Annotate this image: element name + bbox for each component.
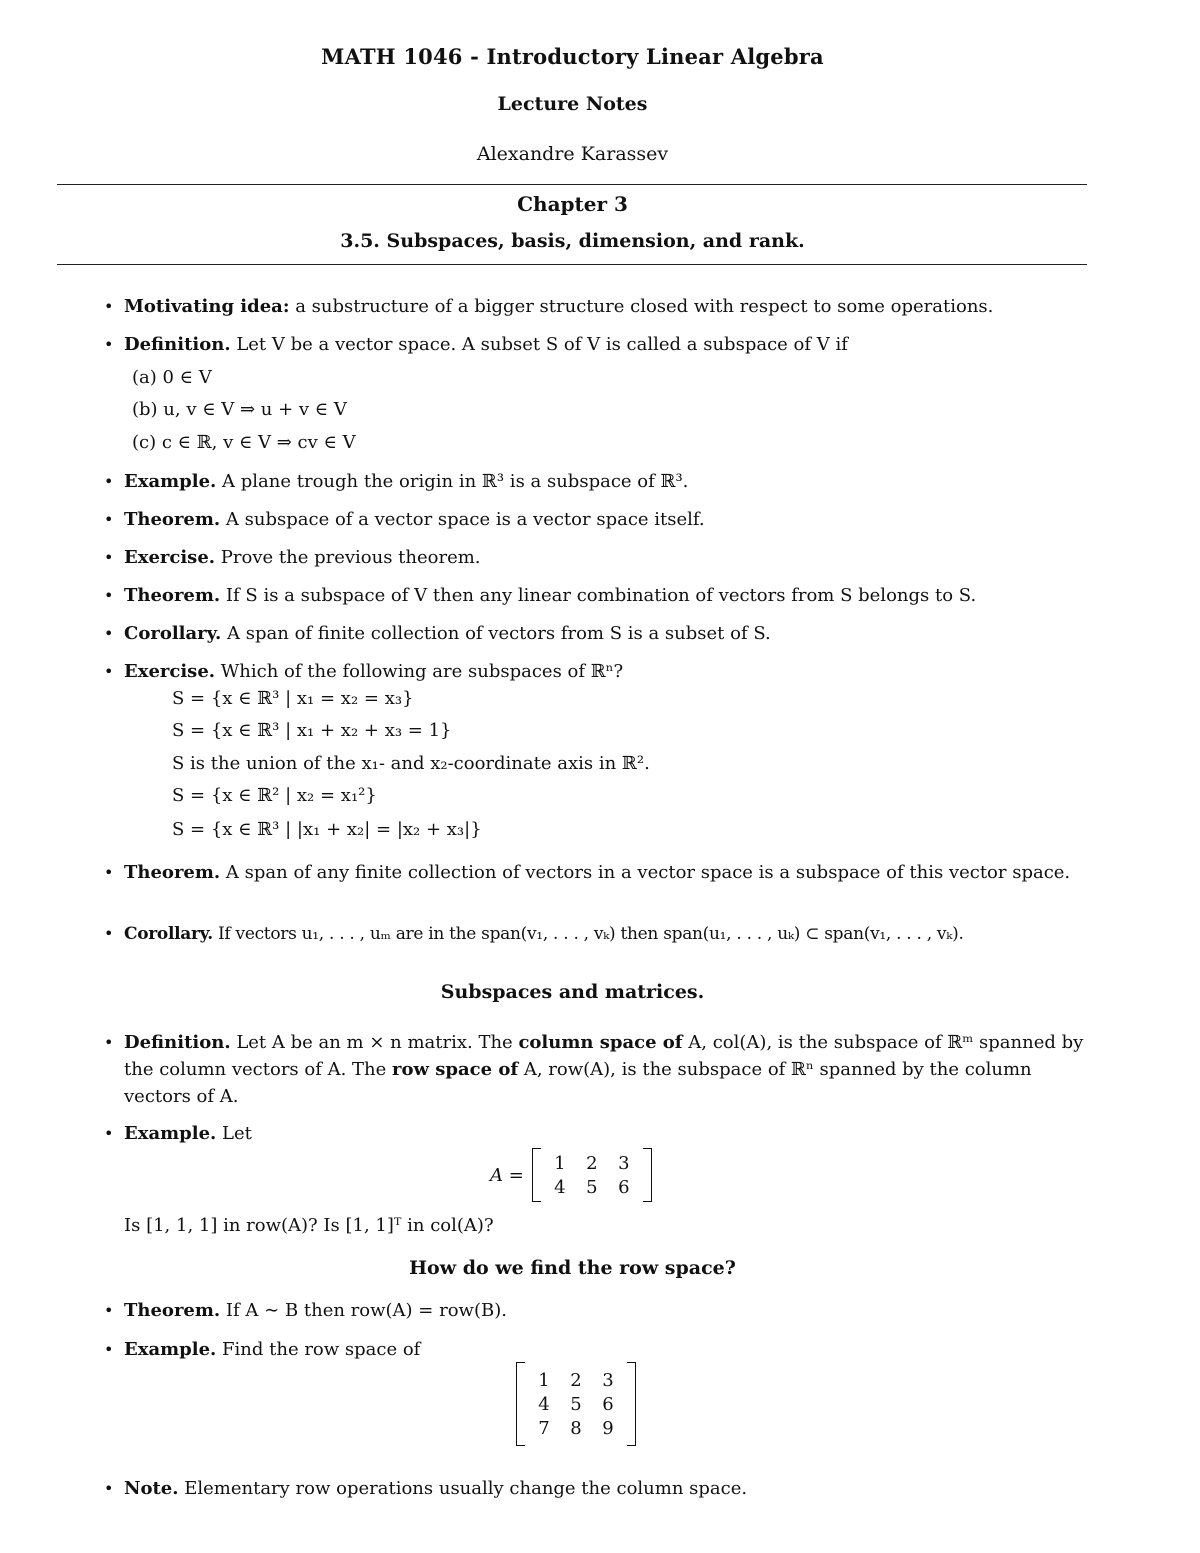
theorem-item bbox=[124, 508, 705, 532]
example-text: A plane trough the origin in ℝ³ is a subspace of ℝ³. bbox=[222, 471, 689, 492]
document-subtitle: Lecture Notes bbox=[497, 93, 648, 115]
matrix-3x3-entry-2-1: 8 bbox=[570, 1417, 582, 1439]
definition-text: Let V be a vector space. A subset S of V is called a subspace of V if bbox=[236, 334, 848, 355]
theorem-label: Theorem. bbox=[124, 509, 221, 530]
exercise-set-3: S is the union of the x₁- and x₂-coordinate axis in ℝ². bbox=[172, 753, 650, 774]
matrix-3x3-entry-2-0: 7 bbox=[538, 1417, 550, 1439]
bullet-icon: • bbox=[104, 924, 114, 943]
matrix-3x3-entries bbox=[525, 1370, 627, 1439]
exercise-text: Prove the previous theorem. bbox=[220, 547, 481, 568]
example-text: Let bbox=[222, 1123, 252, 1144]
motivating-idea-item bbox=[124, 295, 993, 319]
bullet-icon: • bbox=[104, 297, 114, 316]
bullet-icon: • bbox=[104, 863, 114, 882]
column-row-space-definition bbox=[124, 1029, 1086, 1110]
matrix-3x3-entry-0-1: 2 bbox=[570, 1369, 582, 1391]
bullet-icon: • bbox=[104, 1124, 114, 1143]
exercise-set-4: S = {x ∈ ℝ² | x₂ = x₁²} bbox=[172, 785, 377, 806]
bullet-icon: • bbox=[104, 548, 114, 567]
matrix-3x3-entry-1-1: 5 bbox=[570, 1393, 582, 1415]
definition-text-2: A, col(A), is the subspace of ℝᵐ spanned by the column vectors of A. The bbox=[124, 1032, 1084, 1080]
corollary-label: Corollary. bbox=[124, 924, 213, 944]
section-heading: 3.5. Subspaces, basis, dimension, and rank. bbox=[340, 230, 805, 252]
top-rule bbox=[57, 184, 1087, 185]
matrix-A-entries bbox=[541, 1153, 643, 1198]
matrix-A-entry-1-0: 4 bbox=[554, 1176, 566, 1198]
matrix-3x3-entry-2-2: 9 bbox=[602, 1417, 614, 1439]
column-space-term: column space of bbox=[518, 1032, 683, 1053]
membership-question: Is [1, 1, 1] in row(A)? Is [1, 1]ᵀ in col(A)? bbox=[124, 1215, 494, 1236]
matrix-A-label: A = bbox=[490, 1164, 524, 1186]
exercise-set-1: S = {x ∈ ℝ³ | x₁ = x₂ = x₃} bbox=[172, 688, 414, 709]
motivating-text: a substructure of a bigger structure closed with respect to some operations. bbox=[295, 296, 994, 317]
definition-text-1: Let A be an m × n matrix. The bbox=[236, 1032, 513, 1053]
bullet-icon: • bbox=[104, 586, 114, 605]
theorem-linear-combination-item bbox=[124, 584, 976, 608]
example-label: Example. bbox=[124, 1339, 217, 1360]
row-equivalence-theorem bbox=[124, 1299, 507, 1323]
matrix-3x3-entry-0-0: 1 bbox=[538, 1369, 550, 1391]
matrix-A-entry-0-0: 1 bbox=[554, 1152, 566, 1174]
row-space-heading: How do we find the row space? bbox=[409, 1257, 736, 1279]
chapter-heading: Chapter 3 bbox=[517, 192, 628, 216]
motivating-label: Motivating idea: bbox=[124, 296, 290, 317]
theorem-text: If S is a subspace of V then any linear combination of vectors from S belongs to S. bbox=[225, 585, 977, 606]
author-name: Alexandre Karassev bbox=[476, 143, 669, 165]
note-label: Note. bbox=[124, 1478, 179, 1499]
bullet-icon: • bbox=[104, 510, 114, 529]
theorem-span-item bbox=[124, 859, 1086, 886]
bullet-icon: • bbox=[104, 1340, 114, 1359]
matrix-A bbox=[490, 1148, 652, 1202]
exercise-item bbox=[124, 546, 481, 570]
right-bracket bbox=[627, 1362, 636, 1446]
theorem-label: Theorem. bbox=[124, 585, 221, 606]
matrix-3x3 bbox=[516, 1362, 636, 1446]
document-title: MATH 1046 - Introductory Linear Algebra bbox=[321, 44, 824, 69]
matrix-A-entry-0-1: 2 bbox=[586, 1152, 598, 1174]
corollary-label: Corollary. bbox=[124, 623, 222, 644]
corollary-text: A span of finite collection of vectors from S is a subset of S. bbox=[227, 623, 771, 644]
example-label: Example. bbox=[124, 471, 217, 492]
bullet-icon: • bbox=[104, 1479, 114, 1498]
definition-label: Definition. bbox=[124, 1032, 231, 1053]
subspaces-matrices-heading: Subspaces and matrices. bbox=[440, 981, 705, 1003]
bullet-icon: • bbox=[104, 624, 114, 643]
definition-label: Definition. bbox=[124, 334, 231, 355]
matrix-3x3-entry-0-2: 3 bbox=[602, 1369, 614, 1391]
theorem-label: Theorem. bbox=[124, 1300, 221, 1321]
condition-c: (c) c ∈ ℝ, v ∈ V ⇒ cv ∈ V bbox=[132, 432, 356, 453]
definition-text-3: A, row(A), is the subspace of ℝⁿ spanned by the column vectors of A. bbox=[124, 1059, 1032, 1107]
exercise-set-5: S = {x ∈ ℝ³ | |x₁ + x₂| = |x₂ + x₃|} bbox=[172, 819, 482, 840]
corollary-span-item bbox=[124, 922, 964, 946]
theorem-text: A subspace of a vector space is a vector space itself. bbox=[225, 509, 705, 530]
exercise-set-2: S = {x ∈ ℝ³ | x₁ + x₂ + x₃ = 1} bbox=[172, 720, 452, 741]
exercise-label: Exercise. bbox=[124, 547, 216, 568]
bullet-icon: • bbox=[104, 1301, 114, 1320]
example-label: Example. bbox=[124, 1123, 217, 1144]
theorem-text: A span of any finite collection of vectors in a vector space is a subspace of this vector space. bbox=[225, 862, 1071, 883]
exercise-text: Which of the following are subspaces of ℝⁿ? bbox=[220, 661, 624, 682]
bullet-icon: • bbox=[104, 662, 114, 681]
definition-item bbox=[124, 333, 848, 357]
example-matrix-item bbox=[124, 1122, 252, 1146]
matrix-3x3-entry-1-0: 4 bbox=[538, 1393, 550, 1415]
left-bracket bbox=[516, 1362, 525, 1446]
matrix-3x3-entry-1-2: 6 bbox=[602, 1393, 614, 1415]
theorem-text: If A ∼ B then row(A) = row(B). bbox=[225, 1300, 507, 1321]
matrix-A-entry-0-2: 3 bbox=[618, 1152, 630, 1174]
theorem-label: Theorem. bbox=[124, 862, 221, 883]
condition-a: (a) 0 ∈ V bbox=[132, 367, 212, 388]
bottom-rule bbox=[57, 264, 1087, 265]
bullet-icon: • bbox=[104, 1033, 114, 1052]
matrix-A-entry-1-2: 6 bbox=[618, 1176, 630, 1198]
note-text: Elementary row operations usually change the column space. bbox=[184, 1478, 748, 1499]
bullet-icon: • bbox=[104, 472, 114, 491]
row-space-example bbox=[124, 1338, 420, 1362]
exercise-subspaces-item bbox=[124, 660, 623, 684]
bullet-icon: • bbox=[104, 335, 114, 354]
matrix-A-entry-1-1: 5 bbox=[586, 1176, 598, 1198]
example-text: Find the row space of bbox=[222, 1339, 421, 1360]
row-space-term: row space of bbox=[392, 1059, 519, 1080]
corollary-item bbox=[124, 622, 771, 646]
note-item bbox=[124, 1477, 747, 1501]
example-plane-item bbox=[124, 470, 688, 494]
exercise-label: Exercise. bbox=[124, 661, 216, 682]
left-bracket bbox=[532, 1148, 541, 1202]
corollary-text: If vectors u₁, . . . , uₘ are in the span(v₁, . . . , vₖ) then span(u₁, . . . , uₖ) ⊂ span(v₁, . . . , vₖ). bbox=[218, 924, 964, 944]
condition-b: (b) u, v ∈ V ⇒ u + v ∈ V bbox=[132, 399, 347, 420]
right-bracket bbox=[643, 1148, 652, 1202]
